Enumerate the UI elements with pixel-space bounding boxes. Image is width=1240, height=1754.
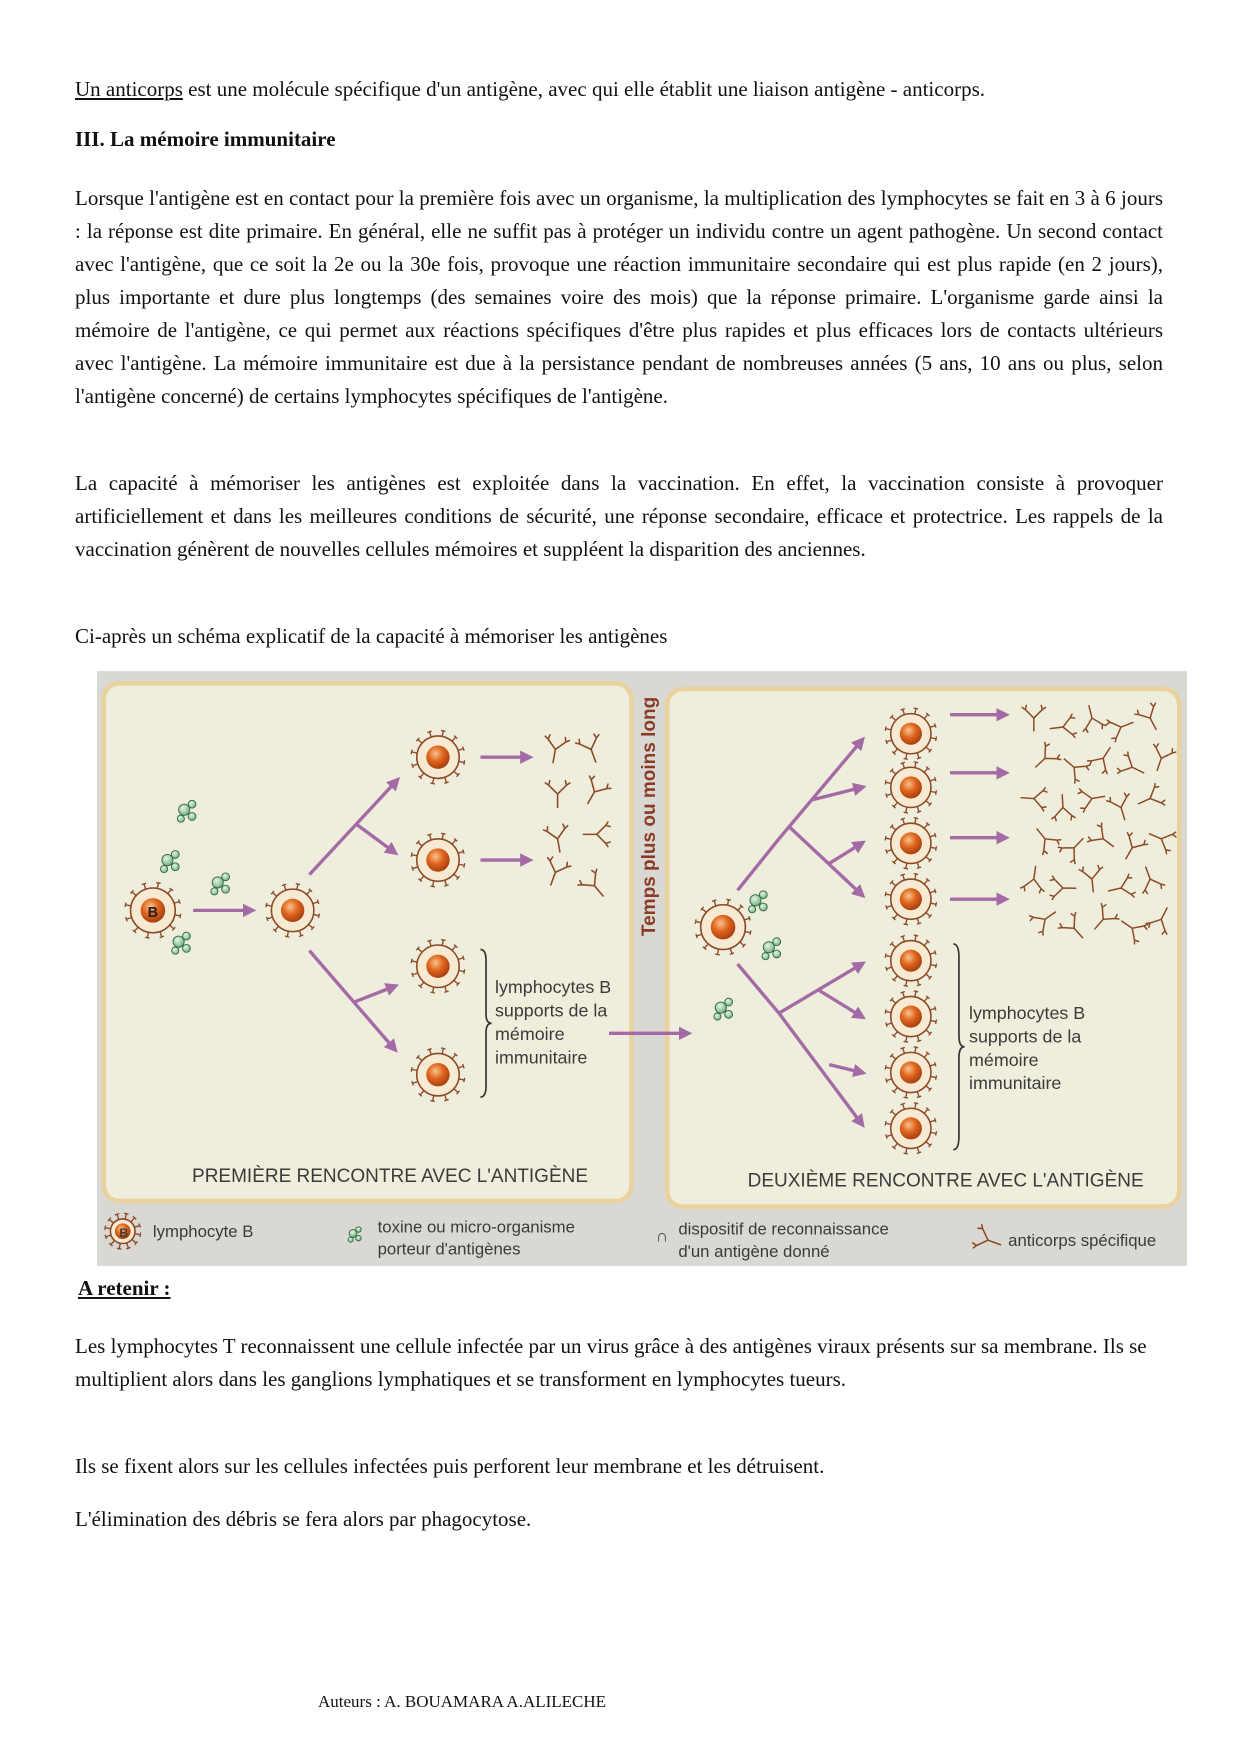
lymphocyte-b-cell [885,1047,936,1098]
lymphocyte-b-cell [885,708,936,759]
legend-lymphocyte: lymphocyte B [152,1221,254,1241]
lymphocyte-b-cell [411,730,464,783]
legend-toxin-line: porteur d'antigènes [377,1239,521,1259]
b-cell-letter: B [147,905,159,922]
memory-label-line: mémoire [494,1024,565,1045]
lymphocyte-b-cell [885,762,936,813]
time-label: Temps plus ou moins long [638,696,660,937]
immune-memory-diagram [97,671,1187,1266]
memory-label-line: lymphocytes B [969,1002,1086,1023]
memory-label-line: immunitaire [494,1047,588,1068]
legend-toxin-line: toxine ou micro-organisme [377,1217,575,1237]
legend-receptor-line: dispositif de reconnaissance [678,1219,889,1239]
retenir-paragraph: Les lymphocytes T reconnaissent une cellule infectée par un virus grâce à des antigènes viraux présents sur sa membrane. Ils se multiplient alors dans les ganglions lymphatiques et se transforment en lymphocytes tueurs. [75,1334,1147,1391]
footer-authors: Auteurs : A. BOUAMARA A.ALILECHE [318,1692,607,1711]
paragraph-vaccination: La capacité à mémoriser les antigènes est exploitée dans la vaccination. En effet, la vaccination consiste à provoquer artificiellement et dans les meilleures conditions de sécurité, une réponse secondaire, efficace et protectrice. Les rappels de la vaccination génèrent de nouvelles cellules mémoires et suppléent la disparition des anciennes. [75,471,1163,561]
lymphocyte-b-cell [411,833,464,886]
legend-b-letter: B [119,1225,129,1240]
legend-receptor-line: d'un antigène donné [678,1241,830,1261]
memory-label-line: supports de la [494,1000,608,1021]
lymphocyte-b-cell [266,884,319,937]
term-anticorps: Un anticorps [75,77,183,101]
paragraph-diagram-intro: Ci-après un schéma explicatif de la capacité à mémoriser les antigènes [75,624,668,648]
memory-label-line: immunitaire [969,1073,1062,1094]
intro-text: est une molécule spécifique d'un antigène, avec qui elle établit une liaison antigène - anticorps. [182,77,985,101]
lymphocyte-b-cell [411,1048,464,1101]
receptor-icon: ∩ [655,1226,669,1246]
retenir-title: A retenir : [78,1276,171,1300]
panel1-title: PREMIÈRE RENCONTRE AVEC L'ANTIGÈNE [192,1166,589,1188]
panel2-title: DEUXIÈME RENCONTRE AVEC L'ANTIGÈNE [747,1170,1144,1192]
retenir-paragraph: Ils se fixent alors sur les cellules infectées puis perforent leur membrane et les détruisent. [75,1454,825,1478]
intro-sentence [75,73,1163,106]
lymphocyte-b-cell [885,1103,936,1154]
paragraph-memory: Lorsque l'antigène est en contact pour la première fois avec un organisme, la multiplication des lymphocytes se fait en 3 à 6 jours : la réponse est dite primaire. En général, elle ne suffit pas à protéger un individu contre un agent pathogène. Un second contact avec l'antigène, que ce soit la 2e ou la 30e fois, provoque une réaction immunitaire secondaire qui est plus rapide (en 2 jours), plus importante et dure plus longtemps (des semaines voire des mois) que la réponse primaire. L'organisme garde ainsi la mémoire de l'antigène, ce qui permet aux réactions spécifiques d'être plus rapides et plus efficaces lors de contacts ultérieurs avec l'antigène. La mémoire immunitaire est due à la persistance pendant de nombreuses années (5 ans, 10 ans ou plus, selon l'antigène concerné) de certains lymphocytes spécifiques de l'antigène. [75,186,1163,408]
lymphocyte-b-cell [885,991,936,1042]
lymphocyte-b-cell [411,940,464,993]
retenir-paragraph: L'élimination des débris se fera alors par phagocytose. [75,1507,532,1531]
memory-label-line: lymphocytes B [494,977,612,998]
section-title: III. La mémoire immunitaire [75,127,336,151]
lymphocyte-b-cell [695,899,751,955]
lymphocyte-b-cell [885,935,936,986]
memory-label-line: supports de la [969,1026,1082,1047]
lymphocyte-b-cell [885,818,936,869]
lymphocyte-b-cell [885,874,936,925]
memory-label-line: mémoire [969,1049,1039,1070]
legend-antibody: anticorps spécifique [1008,1230,1157,1250]
